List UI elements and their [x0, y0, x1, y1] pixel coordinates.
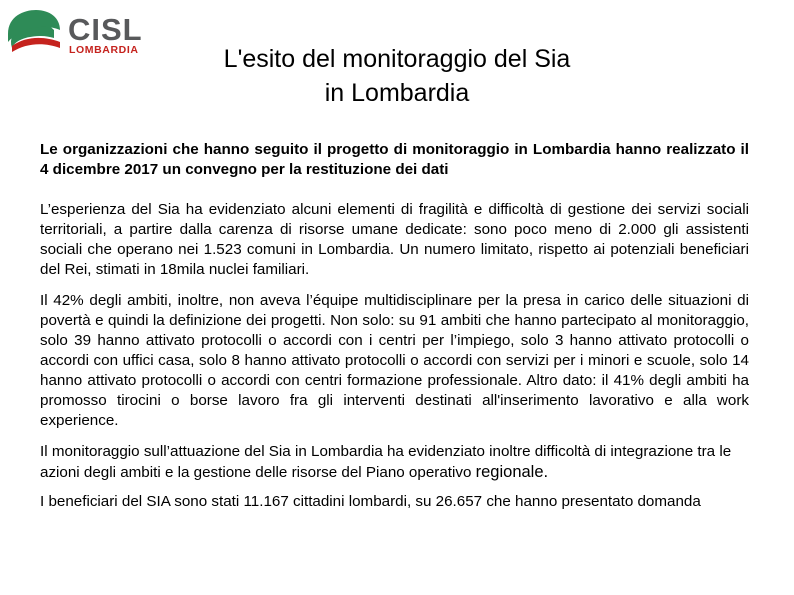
title-line-1: L'esito del monitoraggio del Sia: [223, 45, 571, 73]
body-content: [40, 140, 749, 512]
cisl-logo-icon: [6, 8, 66, 56]
paragraph-integration: [40, 442, 749, 483]
logo-name: CISL: [68, 12, 143, 47]
paragraph-staffing: L’esperienza del Sia ha evidenziato alcuni elementi di fragilità e difficoltà di gestione dei servizi sociali territoriali, a partire dalla carenza di risorse umane dedicate: sono poco meno di 2.000 gli assistenti sociali che operano nei 1.523 comuni in Lombardia. Un numero limitato, rispetto ai potenziali beneficiari del Rei, stimati in 18mila nuclei familiari.: [40, 201, 749, 278]
integration-text: Il monitoraggio sull’attuazione del Sia in Lombardia ha evidenziato inoltre difficoltà di integrazione tra le azioni degli ambiti e la gestione delle risorse del Piano operativo: [40, 443, 732, 481]
intro-paragraph: Le organizzazioni che hanno seguito il progetto di monitoraggio in Lombardia hanno realizzato il 4 dicembre 2017 un convegno per la restituzione dei dati: [40, 141, 749, 178]
page-title: [190, 42, 604, 110]
paragraph-ambiti: Il 42% degli ambiti, inoltre, non aveva l’équipe multidisciplinare per la presa in carico delle situazioni di povertà e quindi la definizione dei progetti. Non solo: su 91 ambiti che hanno partecipato al monitoraggio, solo 39 hanno attivato protocolli o accordi con i centri per l’impiego, solo 3 hanno attivato protocolli o accordi con uffici casa, solo 8 hanno attivato protocolli o accordi con servizi per i minori e scuole, solo 14 hanno attivato protocolli o accordi con centri formazione professionale. Altro dato: il 41% degli ambiti ha promosso tirocini o borse lavoro fra gli interventi destinati all'inserimento lavorativo e alla work experience.: [40, 292, 749, 429]
paragraph-beneficiaries: I beneficiari del SIA sono stati 11.167 cittadini lombardi, su 26.657 che hanno presentato domanda: [40, 493, 701, 510]
cisl-lombardia-logo: [6, 8, 146, 56]
title-line-2: in Lombardia: [324, 79, 470, 107]
logo-region: LOMBARDIA: [69, 44, 139, 56]
integration-text-end: regionale.: [475, 463, 549, 481]
